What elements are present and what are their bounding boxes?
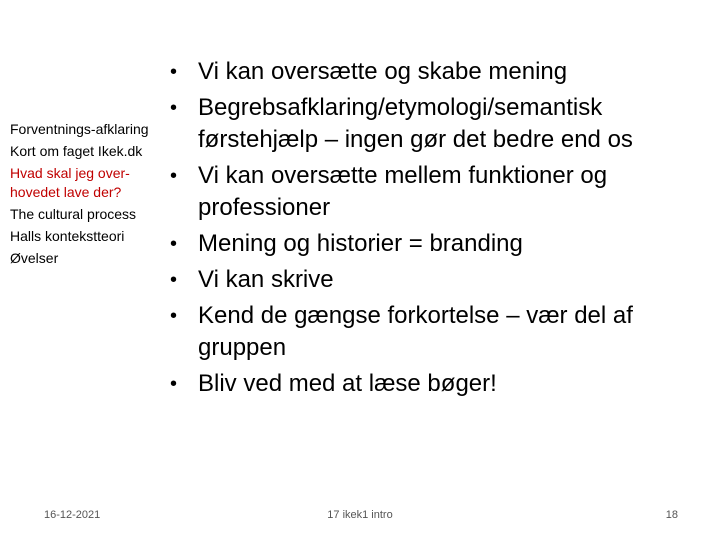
bullet-icon: • [170,373,178,395]
footer-page-number: 18 [665,509,678,521]
bullet-icon: • [170,233,178,255]
bullet-icon: • [170,269,178,291]
footer-date: 16-12-2021 [44,509,101,521]
footer-title: 17 ikek1 intro [327,509,393,521]
bullet-text: Vi kan oversætte mellem funktioner og professioner [198,162,608,221]
agenda-item-expectations: Forventnings-afklaring [10,121,149,137]
bullet-text: Vi kan skrive [198,266,334,293]
agenda-item-hall-context-theory: Halls kontekstteori [10,227,125,244]
bullet-text: Bliv ved med at læse bøger! [198,370,497,397]
bullet-text: Vi kan oversætte og skabe mening [198,58,568,85]
agenda-item-cultural-process: The cultural process [10,205,137,222]
bullet-icon: • [170,305,178,327]
bullet-icon: • [170,97,178,119]
bullet-item [164,300,712,364]
bullet-text: Mening og historier = branding [198,230,523,257]
agenda-item-exercises: Øvelser [10,250,59,267]
agenda-item-course-overview: Kort om faget Ikek.dk [10,143,143,160]
bullet-text: Kend de gængse forkortelse – vær del af gruppen [198,302,633,361]
bullet-item [164,264,712,296]
bullet-icon: • [170,165,178,187]
bullet-item [164,368,712,400]
bullet-item [164,92,712,156]
bullet-text: Begrebsafklaring/etymologi/semantisk førstehjælp – ingen gør det bedre end os [198,94,633,153]
bullet-item [164,228,712,260]
agenda-item-current-topic: Hvad skal jeg over-hovedet lave der? [10,165,130,200]
sidebar-agenda [10,120,158,267]
bullet-icon: • [170,61,178,83]
bullet-item [164,56,712,88]
bullet-item [164,160,712,224]
main-bullet-list [164,56,712,400]
